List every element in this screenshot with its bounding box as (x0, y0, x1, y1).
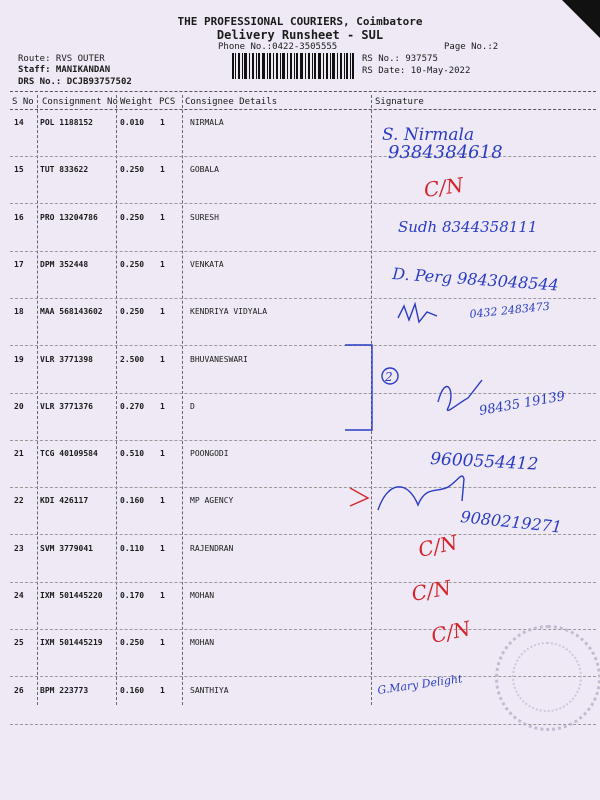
row-pcs: 1 (160, 686, 165, 695)
col-sno: S No (12, 97, 34, 107)
page-number: Page No.:2 (444, 42, 499, 52)
row-divider (10, 203, 596, 204)
handwriting-r15: C/N (422, 172, 465, 202)
row-consignee: SURESH (190, 213, 219, 222)
row-weight: 0.110 (120, 544, 145, 553)
row-weight: 0.270 (120, 402, 145, 411)
column-divider (371, 95, 372, 705)
handwriting-r16: Sudh 8344358111 (398, 218, 538, 236)
row-sno: 22 (14, 496, 24, 505)
row-consignment-no: VLR 3771398 (40, 355, 93, 364)
col-pcs: PCS (159, 97, 176, 107)
row-sno: 14 (14, 118, 24, 127)
header-divider-top (10, 91, 596, 92)
row-weight: 0.510 (120, 449, 145, 458)
row-consignment-no: MAA 568143602 (40, 307, 103, 316)
row-pcs: 1 (160, 638, 165, 647)
row-divider (10, 393, 596, 394)
row-consignee: BHUVANESWARI (190, 355, 248, 364)
circle-mark (382, 368, 398, 384)
row-weight: 0.010 (120, 118, 145, 127)
column-divider (37, 95, 38, 705)
row-weight: 0.250 (120, 213, 145, 222)
row-sno: 23 (14, 544, 24, 553)
row-weight: 0.250 (120, 638, 145, 647)
row-consignee: NIRMALA (190, 118, 224, 127)
sheet-title: Delivery Runsheet - SUL (216, 28, 384, 42)
row-weight: 0.250 (120, 307, 145, 316)
col-weight: Weight (120, 97, 153, 107)
handwriting-r17: D. Perg 9843048544 (391, 264, 560, 295)
barcode (232, 53, 354, 79)
row-sno: 20 (14, 402, 24, 411)
handwriting-r20: 98435 19139 (478, 389, 567, 419)
handwriting-r26: G.Mary Delight (376, 672, 464, 697)
row-pcs: 1 (160, 307, 165, 316)
row-consignee: RAJENDRAN (190, 544, 234, 553)
company-title: THE PROFESSIONAL COURIERS, Coimbatore (177, 15, 423, 28)
row-consignment-no: IXM 501445219 (40, 638, 103, 647)
signature-r18 (398, 304, 437, 322)
row-pcs: 1 (160, 260, 165, 269)
row-weight: 0.160 (120, 496, 145, 505)
row-sno: 16 (14, 213, 24, 222)
row-sno: 15 (14, 165, 24, 174)
handwriting-r14-phone: 9384384618 (388, 142, 503, 163)
column-divider (116, 95, 117, 705)
handwriting-r19: 2 (385, 370, 393, 384)
row-weight: 0.160 (120, 686, 145, 695)
handwriting-r25: C/N (429, 616, 473, 648)
handwriting-r23: C/N (416, 530, 460, 562)
handwriting-r18: 0432 2483473 (468, 299, 551, 321)
row-divider (10, 629, 596, 630)
row-weight: 2.500 (120, 355, 145, 364)
row-divider (10, 440, 596, 441)
col-consignment: Consignment No (42, 97, 118, 107)
row-divider (10, 582, 596, 583)
row-divider (10, 534, 596, 535)
row-consignment-no: PRO 13204786 (40, 213, 98, 222)
row-consignment-no: BPM 223773 (40, 686, 89, 695)
row-pcs: 1 (160, 591, 165, 600)
row-pcs: 1 (160, 165, 165, 174)
row-divider (10, 156, 596, 157)
row-consignment-no: KDI 426117 (40, 496, 89, 505)
row-divider (10, 345, 596, 346)
row-consignment-no: POL 1188152 (40, 118, 93, 127)
row-sno: 19 (14, 355, 24, 364)
row-consignee: POONGODI (190, 449, 229, 458)
row-sno: 17 (14, 260, 24, 269)
handwriting-r21: 9600554412 (429, 449, 539, 475)
row-consignee: VENKATA (190, 260, 224, 269)
column-divider (182, 95, 183, 705)
row-divider (10, 298, 596, 299)
row-sno: 25 (14, 638, 24, 647)
row-consignment-no: TUT 833622 (40, 165, 89, 174)
row-divider (10, 251, 596, 252)
row-sno: 18 (14, 307, 24, 316)
signature-r22 (378, 476, 464, 510)
col-signature: Signature (375, 97, 424, 107)
row-consignment-no: DPM 352448 (40, 260, 89, 269)
row-pcs: 1 (160, 213, 165, 222)
bracket-mark (345, 345, 372, 430)
row-consignee: MP AGENCY (190, 496, 234, 505)
drs-number: DRS No.: DCJB93757502 (18, 77, 132, 87)
handwriting-r14: S. Nirmala (382, 125, 475, 145)
row-pcs: 1 (160, 118, 165, 127)
staff: Staff: MANIKANDAN (18, 65, 111, 75)
row-consignee: SANTHIYA (190, 686, 229, 695)
row-divider (10, 724, 596, 725)
signature-r19 (438, 380, 482, 410)
col-consignee: Consignee Details (185, 97, 278, 107)
row-consignment-no: TCG 40109584 (40, 449, 98, 458)
row-pcs: 1 (160, 544, 165, 553)
rs-number: RS No.: 937575 (362, 54, 438, 64)
row-sno: 26 (14, 686, 24, 695)
row-consignee: MOHAN (190, 591, 215, 600)
row-pcs: 1 (160, 402, 165, 411)
row-pcs: 1 (160, 496, 165, 505)
row-weight: 0.250 (120, 260, 145, 269)
row-consignment-no: IXM 501445220 (40, 591, 103, 600)
rs-date: RS Date: 10-May-2022 (362, 66, 471, 76)
row-consignee: KENDRIYA VIDYALA (190, 307, 268, 316)
route: Route: RVS OUTER (18, 54, 105, 64)
row-consignee: MOHAN (190, 638, 215, 647)
row-consignment-no: SVM 3779041 (40, 544, 93, 553)
phone-number: Phone No.:0422-3505555 (218, 42, 338, 52)
row-sno: 24 (14, 591, 24, 600)
red-tick-mark (350, 488, 368, 506)
office-stamp (495, 625, 600, 731)
row-weight: 0.250 (120, 165, 145, 174)
row-sno: 21 (14, 449, 24, 458)
row-pcs: 1 (160, 449, 165, 458)
handwriting-r24: C/N (409, 575, 453, 606)
row-weight: 0.170 (120, 591, 145, 600)
handwriting-r22: 9080219271 (459, 507, 563, 537)
row-pcs: 1 (160, 355, 165, 364)
row-divider (10, 487, 596, 488)
header-divider-bottom (10, 109, 596, 110)
row-consignment-no: VLR 3771376 (40, 402, 93, 411)
row-consignee: D (190, 402, 195, 411)
row-consignee: GOBALA (190, 165, 219, 174)
